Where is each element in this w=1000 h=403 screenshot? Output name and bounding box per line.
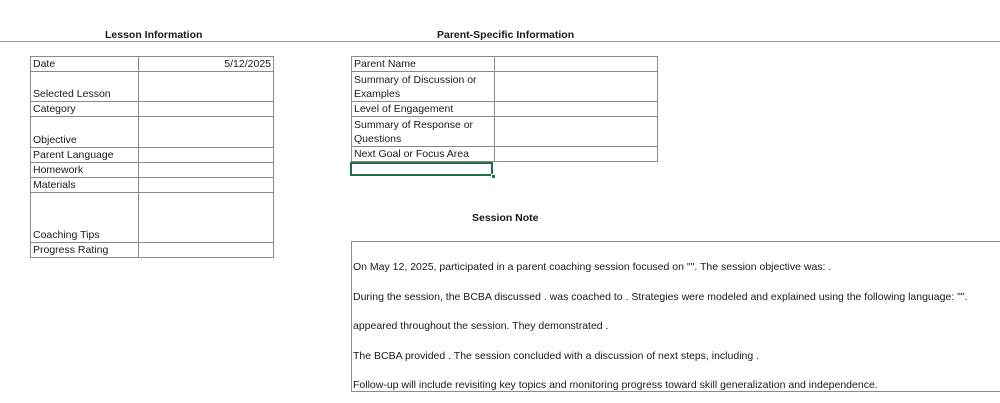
row-label-summary-of-discussion[interactable]	[352, 72, 495, 102]
row-label-level-of-engagement[interactable]: Level of Engagement	[352, 102, 495, 117]
row-label-parent-language[interactable]: Parent Language	[31, 148, 139, 163]
row-label-parent-name[interactable]: Parent Name	[352, 57, 495, 72]
row-label-coaching-tips[interactable]: Coaching Tips	[31, 193, 139, 243]
selected-lesson-value-cell[interactable]	[139, 72, 274, 102]
session-note-line: appeared throughout the session. They demonstrated .	[353, 320, 609, 332]
table-row	[31, 243, 274, 258]
label-line: Questions	[354, 133, 402, 145]
table-row	[352, 117, 658, 147]
table-row	[31, 117, 274, 148]
row-label-category[interactable]: Category	[31, 102, 139, 117]
session-note-line: On May 12, 2025, participated in a parent coaching session focused on "". The session objective was: .	[353, 261, 832, 273]
table-row	[352, 102, 658, 117]
session-note-line: Follow-up will include revisiting key topics and monitoring progress toward skill generalization and independence.	[353, 379, 878, 391]
session-note-header: Session Note	[472, 212, 539, 224]
summary-of-discussion-value-cell[interactable]	[495, 72, 658, 102]
table-row	[31, 193, 274, 243]
objective-value-cell[interactable]	[139, 117, 274, 148]
table-row	[31, 148, 274, 163]
row-label-date[interactable]: Date	[31, 57, 139, 72]
level-of-engagement-value-cell[interactable]	[495, 102, 658, 117]
session-note-line: The BCBA provided . The session concluded with a discussion of next steps, including .	[353, 350, 760, 362]
table-row	[31, 72, 274, 102]
progress-rating-value-cell[interactable]	[139, 243, 274, 258]
parent-specific-information-header: Parent-Specific Information	[437, 29, 575, 41]
materials-value-cell[interactable]	[139, 178, 274, 193]
fill-handle[interactable]	[491, 174, 496, 179]
label-line: Summary of Discussion or	[354, 74, 477, 86]
row-label-selected-lesson[interactable]: Selected Lesson	[31, 72, 139, 102]
summary-of-response-value-cell[interactable]	[495, 117, 658, 147]
lesson-information-table	[30, 56, 274, 258]
table-row	[352, 147, 658, 162]
table-row	[31, 163, 274, 178]
table-row	[352, 57, 658, 72]
table-row	[31, 102, 274, 117]
category-value-cell[interactable]	[139, 102, 274, 117]
parent-information-table	[351, 56, 658, 162]
table-row	[352, 72, 658, 102]
label-line: Examples	[354, 88, 401, 100]
active-cell-selection[interactable]	[350, 162, 493, 176]
table-row	[31, 57, 274, 72]
lesson-information-header: Lesson Information	[105, 29, 203, 41]
header-divider	[0, 41, 1000, 42]
row-label-summary-of-response[interactable]	[352, 117, 495, 147]
row-label-homework[interactable]: Homework	[31, 163, 139, 178]
row-label-progress-rating[interactable]: Progress Rating	[31, 243, 139, 258]
coaching-tips-value-cell[interactable]	[139, 193, 274, 243]
parent-name-value-cell[interactable]	[495, 57, 658, 72]
label-line: Summary of Response or	[354, 119, 474, 131]
session-note-line: During the session, the BCBA discussed . was coached to . Strategies were modeled and explained using the following language: "".	[353, 291, 968, 303]
table-row	[31, 178, 274, 193]
date-value-cell[interactable]: 5/12/2025	[139, 57, 274, 72]
row-label-materials[interactable]: Materials	[31, 178, 139, 193]
homework-value-cell[interactable]	[139, 163, 274, 178]
row-label-objective[interactable]: Objective	[31, 117, 139, 148]
next-goal-value-cell[interactable]	[495, 147, 658, 162]
parent-language-value-cell[interactable]	[139, 148, 274, 163]
row-label-next-goal[interactable]: Next Goal or Focus Area	[352, 147, 495, 162]
